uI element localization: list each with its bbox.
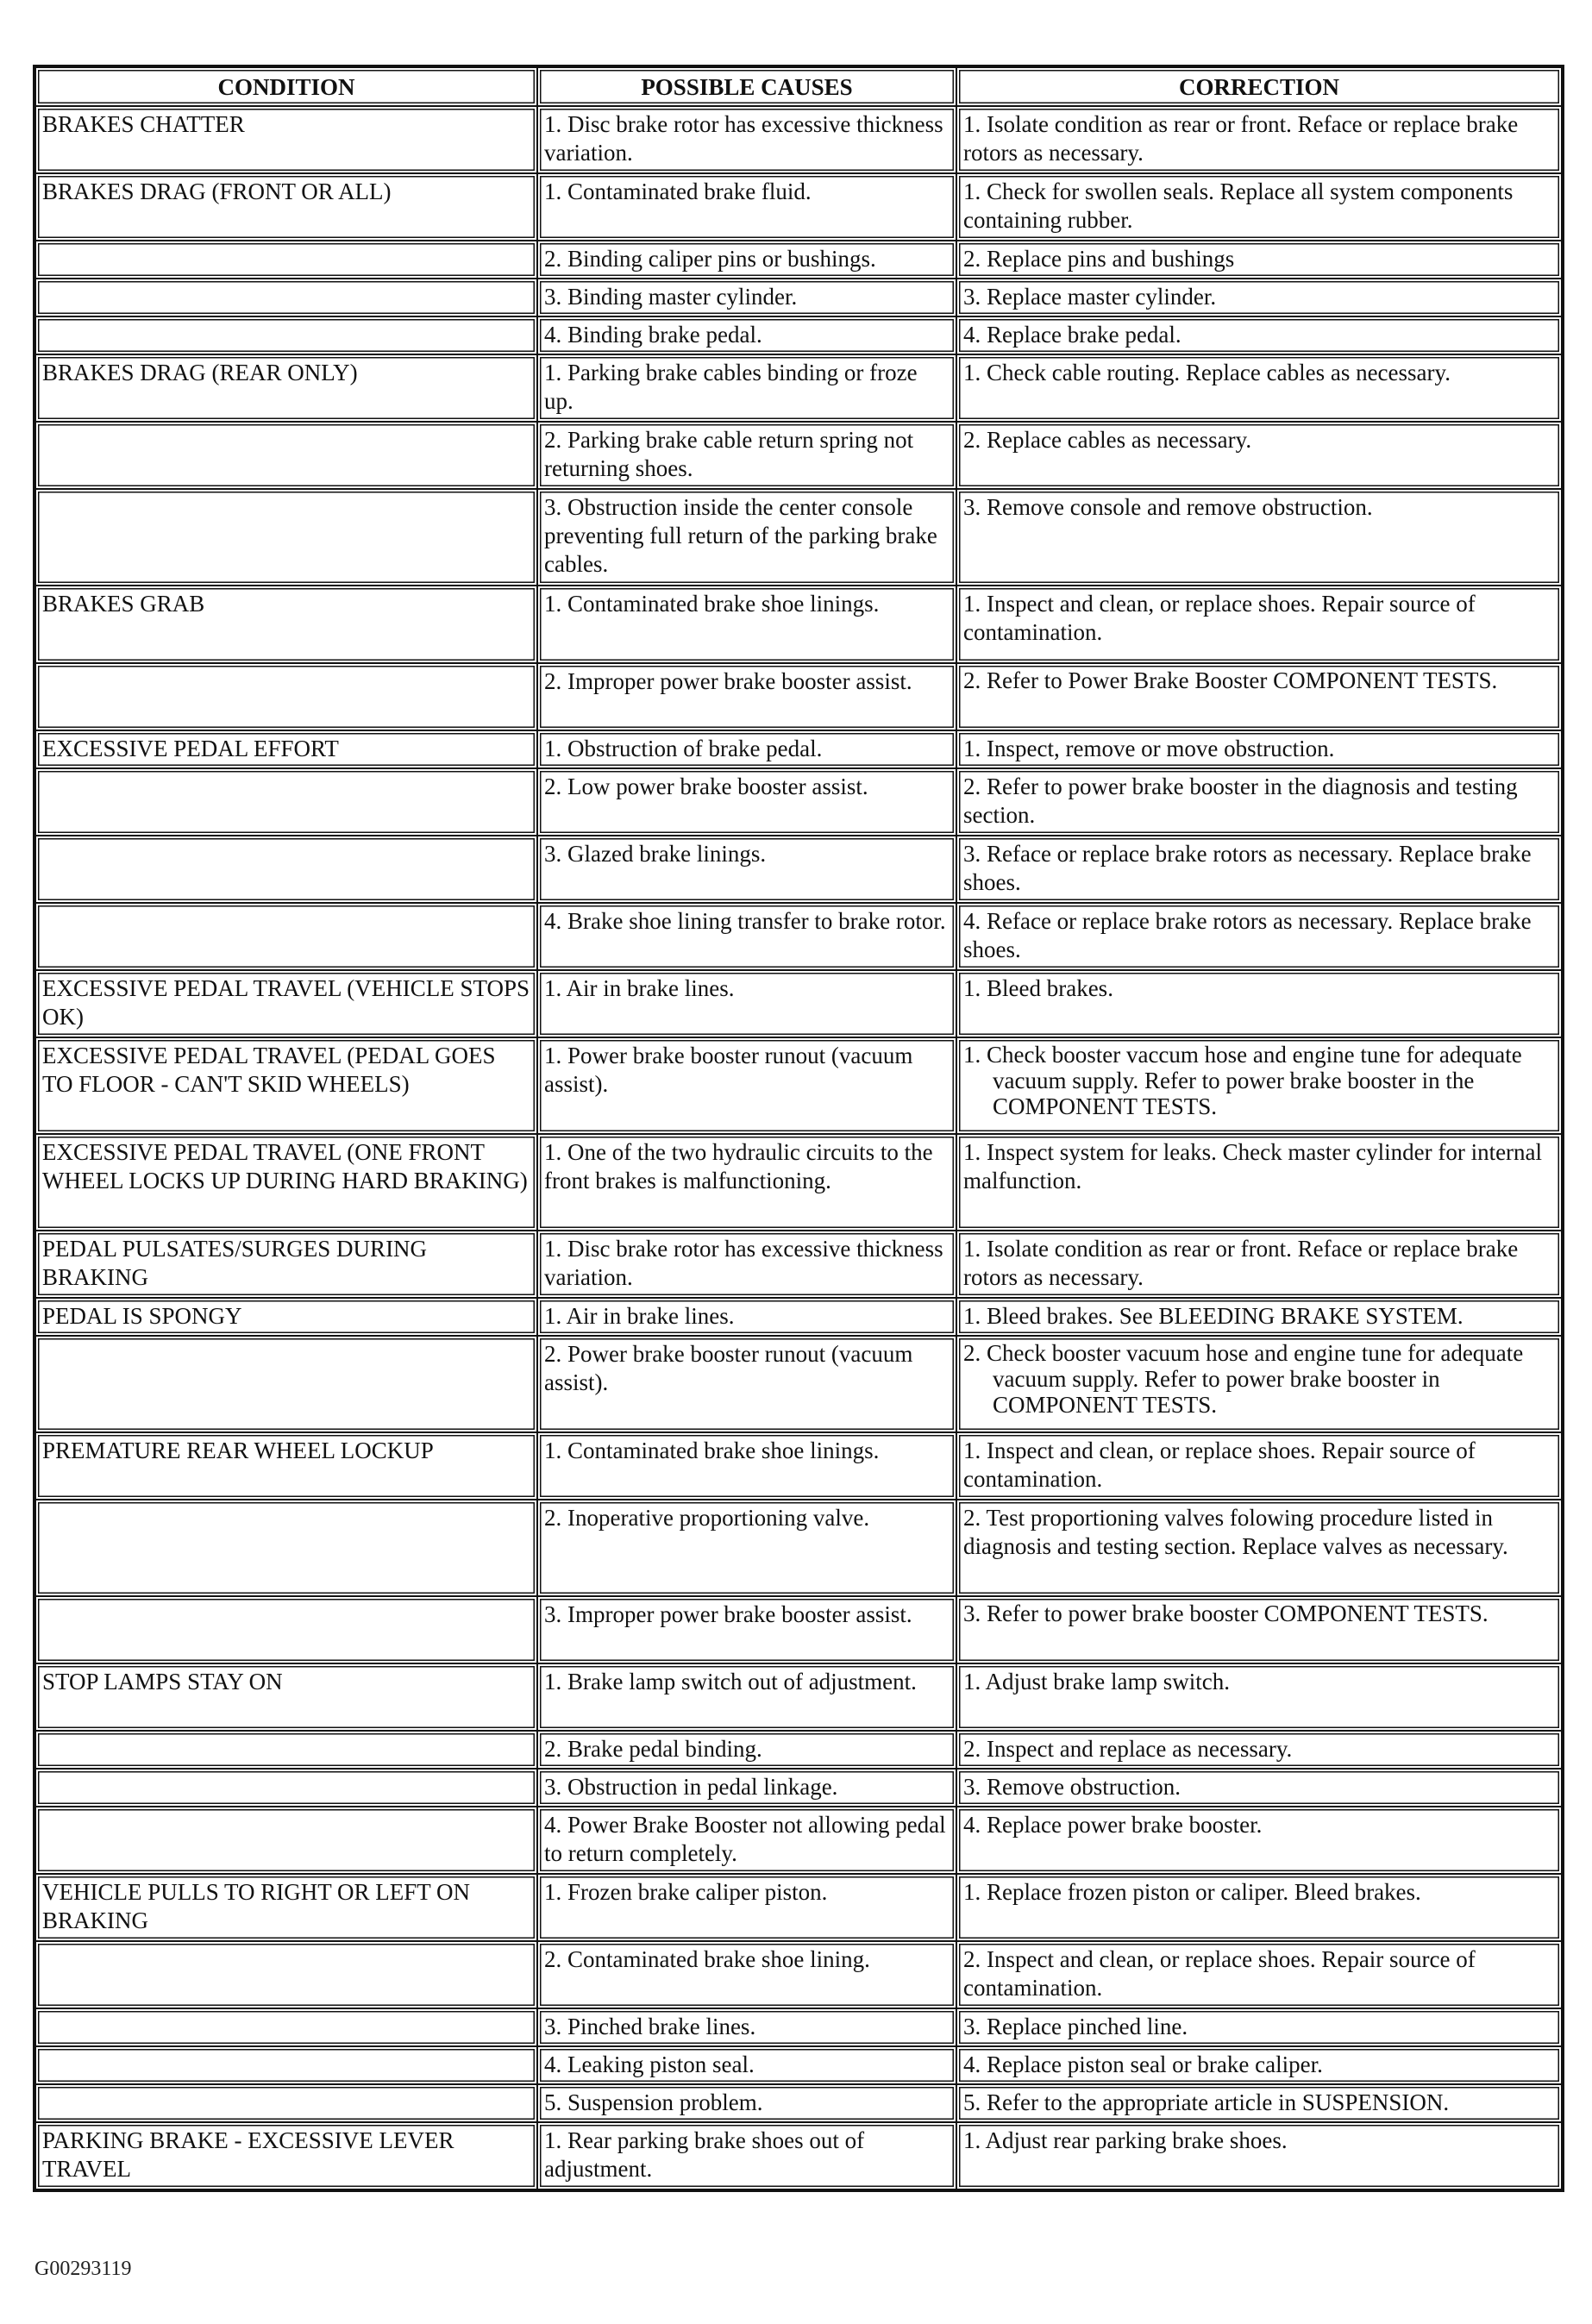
table-row (35, 1807, 1562, 1874)
condition-cell: EXCESSIVE PEDAL TRAVEL (VEHICLE STOPS OK) (35, 970, 537, 1037)
table-row (35, 730, 1562, 768)
table-row (35, 663, 1562, 730)
table-row (35, 2046, 1562, 2084)
correction-cell: 1. Bleed brakes. (956, 970, 1562, 1037)
correction-cell: 4. Replace piston seal or brake caliper. (956, 2046, 1562, 2084)
possible-cause-cell: 4. Binding brake pedal. (537, 316, 956, 354)
header-correction: CORRECTION (956, 67, 1562, 106)
possible-cause-cell: 1. Contaminated brake shoe linings. (537, 1432, 956, 1500)
possible-cause-cell: 1. Disc brake rotor has excessive thickness variation. (537, 106, 956, 173)
table-row (35, 279, 1562, 316)
possible-cause-cell: 1. Contaminated brake fluid. (537, 173, 956, 241)
table-row (35, 1432, 1562, 1500)
table-row (35, 1941, 1562, 2008)
condition-cell (35, 422, 537, 489)
possible-cause-cell: 1. Rear parking brake shoes out of adjustment. (537, 2122, 956, 2189)
correction-cell: 1. Inspect and clean, or replace shoes. Repair source of contamination. (956, 586, 1562, 663)
possible-cause-cell: 3. Obstruction in pedal linkage. (537, 1769, 956, 1807)
header-row (35, 67, 1562, 106)
possible-cause-cell: 2. Low power brake booster assist. (537, 768, 956, 836)
condition-cell: BRAKES GRAB (35, 586, 537, 663)
table-row (35, 2008, 1562, 2046)
correction-cell: 3. Refer to power brake booster COMPONENT TESTS. (956, 1596, 1562, 1663)
correction-cell: 2. Replace pins and bushings (956, 241, 1562, 279)
possible-cause-cell: 1. Air in brake lines. (537, 970, 956, 1037)
possible-cause-cell: 3. Pinched brake lines. (537, 2008, 956, 2046)
correction-cell: 3. Remove console and remove obstruction. (956, 489, 1562, 586)
correction-cell: 1. Isolate condition as rear or front. Reface or replace brake rotors as necessary. (956, 1231, 1562, 1298)
table-row (35, 106, 1562, 173)
possible-cause-cell: 2. Improper power brake booster assist. (537, 663, 956, 730)
table-row (35, 586, 1562, 663)
correction-cell: 3. Replace master cylinder. (956, 279, 1562, 316)
condition-cell: EXCESSIVE PEDAL TRAVEL (ONE FRONT WHEEL LOCKS UP DURING HARD BRAKING) (35, 1134, 537, 1231)
table-row (35, 173, 1562, 241)
diagnosis-table-sheet (33, 65, 1559, 2192)
correction-cell: 2. Replace cables as necessary. (956, 422, 1562, 489)
possible-cause-cell: 3. Improper power brake booster assist. (537, 1596, 956, 1663)
condition-cell (35, 2084, 537, 2122)
possible-cause-cell: 2. Power brake booster runout (vacuum assist). (537, 1336, 956, 1432)
possible-cause-cell: 1. Obstruction of brake pedal. (537, 730, 956, 768)
table-row (35, 316, 1562, 354)
possible-cause-cell: 1. Frozen brake caliper piston. (537, 1874, 956, 1941)
table-row (35, 1336, 1562, 1432)
figure-id: G00293119 (34, 2258, 132, 2280)
header-condition: CONDITION (35, 67, 537, 106)
correction-cell: 1. Inspect system for leaks. Check master cylinder for internal malfunction. (956, 1134, 1562, 1231)
condition-cell (35, 489, 537, 586)
table-row (35, 489, 1562, 586)
condition-cell (35, 1596, 537, 1663)
correction-cell: 1. Adjust rear parking brake shoes. (956, 2122, 1562, 2189)
possible-cause-cell: 4. Power Brake Booster not allowing pedal to return completely. (537, 1807, 956, 1874)
table-row (35, 2084, 1562, 2122)
correction-cell: 4. Replace brake pedal. (956, 316, 1562, 354)
table-row (35, 1663, 1562, 1731)
correction-cell: 1. Inspect and clean, or replace shoes. Repair source of contamination. (956, 1432, 1562, 1500)
possible-cause-cell: 1. Parking brake cables binding or froze up. (537, 354, 956, 422)
table-row (35, 836, 1562, 903)
condition-cell (35, 1731, 537, 1769)
condition-cell (35, 1500, 537, 1596)
correction-cell: 1. Isolate condition as rear or front. Reface or replace brake rotors as necessary. (956, 106, 1562, 173)
possible-cause-cell: 1. Disc brake rotor has excessive thickness variation. (537, 1231, 956, 1298)
correction-cell: 2. Inspect and clean, or replace shoes. Repair source of contamination. (956, 1941, 1562, 2008)
condition-cell (35, 1807, 537, 1874)
correction-cell: 1. Inspect, remove or move obstruction. (956, 730, 1562, 768)
condition-cell: PREMATURE REAR WHEEL LOCKUP (35, 1432, 537, 1500)
condition-cell (35, 2046, 537, 2084)
condition-cell (35, 903, 537, 970)
correction-cell: 4. Reface or replace brake rotors as necessary. Replace brake shoes. (956, 903, 1562, 970)
condition-cell: EXCESSIVE PEDAL EFFORT (35, 730, 537, 768)
condition-cell (35, 1336, 537, 1432)
condition-cell: VEHICLE PULLS TO RIGHT OR LEFT ON BRAKING (35, 1874, 537, 1941)
table-row (35, 1769, 1562, 1807)
condition-cell: BRAKES DRAG (FRONT OR ALL) (35, 173, 537, 241)
correction-cell: 2. Refer to power brake booster in the diagnosis and testing section. (956, 768, 1562, 836)
condition-cell: PEDAL PULSATES/SURGES DURING BRAKING (35, 1231, 537, 1298)
table-row (35, 1874, 1562, 1941)
condition-cell: PARKING BRAKE - EXCESSIVE LEVER TRAVEL (35, 2122, 537, 2189)
possible-cause-cell: 1. Contaminated brake shoe linings. (537, 586, 956, 663)
condition-cell (35, 316, 537, 354)
possible-cause-cell: 1. Power brake booster runout (vacuum assist). (537, 1037, 956, 1134)
table-row (35, 422, 1562, 489)
condition-cell (35, 2008, 537, 2046)
correction-cell: 1. Bleed brakes. See BLEEDING BRAKE SYSTEM. (956, 1298, 1562, 1336)
table-row (35, 903, 1562, 970)
table-body (35, 106, 1562, 2189)
possible-cause-cell: 1. One of the two hydraulic circuits to the front brakes is malfunctioning. (537, 1134, 956, 1231)
condition-cell (35, 1941, 537, 2008)
possible-cause-cell: 1. Brake lamp switch out of adjustment. (537, 1663, 956, 1731)
table-row (35, 354, 1562, 422)
condition-cell: STOP LAMPS STAY ON (35, 1663, 537, 1731)
table-row (35, 1134, 1562, 1231)
table-row (35, 1298, 1562, 1336)
correction-cell: 1. Check booster vaccum hose and engine tune for adequate vacuum supply. Refer to power brake booster in the COMPONENT TESTS. (956, 1037, 1562, 1134)
possible-cause-cell: 5. Suspension problem. (537, 2084, 956, 2122)
possible-cause-cell: 2. Contaminated brake shoe lining. (537, 1941, 956, 2008)
condition-cell (35, 663, 537, 730)
correction-cell: 3. Reface or replace brake rotors as necessary. Replace brake shoes. (956, 836, 1562, 903)
correction-cell: 1. Check for swollen seals. Replace all system components containing rubber. (956, 173, 1562, 241)
correction-cell: 4. Replace power brake booster. (956, 1807, 1562, 1874)
table-row (35, 1596, 1562, 1663)
correction-cell: 2. Inspect and replace as necessary. (956, 1731, 1562, 1769)
condition-cell (35, 836, 537, 903)
condition-cell (35, 241, 537, 279)
possible-cause-cell: 2. Parking brake cable return spring not returning shoes. (537, 422, 956, 489)
table-row (35, 1037, 1562, 1134)
correction-cell: 3. Replace pinched line. (956, 2008, 1562, 2046)
correction-cell: 5. Refer to the appropriate article in SUSPENSION. (956, 2084, 1562, 2122)
table-row (35, 1231, 1562, 1298)
possible-cause-cell: 2. Binding caliper pins or bushings. (537, 241, 956, 279)
condition-cell: BRAKES CHATTER (35, 106, 537, 173)
condition-cell (35, 279, 537, 316)
possible-cause-cell: 3. Obstruction inside the center console preventing full return of the parking brake cables. (537, 489, 956, 586)
possible-cause-cell: 1. Air in brake lines. (537, 1298, 956, 1336)
possible-cause-cell: 4. Brake shoe lining transfer to brake rotor. (537, 903, 956, 970)
possible-cause-cell: 2. Brake pedal binding. (537, 1731, 956, 1769)
table-row (35, 1500, 1562, 1596)
table-row (35, 2122, 1562, 2189)
correction-cell: 2. Check booster vacuum hose and engine tune for adequate vacuum supply. Refer to power brake booster in COMPONENT TESTS. (956, 1336, 1562, 1432)
table-row (35, 241, 1562, 279)
possible-cause-cell: 4. Leaking piston seal. (537, 2046, 956, 2084)
correction-cell: 2. Test proportioning valves folowing procedure listed in diagnosis and testing section. Replace valves as necessary. (956, 1500, 1562, 1596)
table-row (35, 970, 1562, 1037)
correction-cell: 1. Replace frozen piston or caliper. Bleed brakes. (956, 1874, 1562, 1941)
header-possible-causes: POSSIBLE CAUSES (537, 67, 956, 106)
correction-cell: 2. Refer to Power Brake Booster COMPONENT TESTS. (956, 663, 1562, 730)
possible-cause-cell: 2. Inoperative proportioning valve. (537, 1500, 956, 1596)
table-row (35, 1731, 1562, 1769)
condition-cell (35, 768, 537, 836)
possible-cause-cell: 3. Glazed brake linings. (537, 836, 956, 903)
condition-cell: PEDAL IS SPONGY (35, 1298, 537, 1336)
condition-cell: EXCESSIVE PEDAL TRAVEL (PEDAL GOES TO FLOOR - CAN'T SKID WHEELS) (35, 1037, 537, 1134)
possible-cause-cell: 3. Binding master cylinder. (537, 279, 956, 316)
table-row (35, 768, 1562, 836)
condition-cell (35, 1769, 537, 1807)
brake-diagnosis-table (33, 65, 1564, 2192)
condition-cell: BRAKES DRAG (REAR ONLY) (35, 354, 537, 422)
correction-cell: 3. Remove obstruction. (956, 1769, 1562, 1807)
correction-cell: 1. Check cable routing. Replace cables as necessary. (956, 354, 1562, 422)
correction-cell: 1. Adjust brake lamp switch. (956, 1663, 1562, 1731)
